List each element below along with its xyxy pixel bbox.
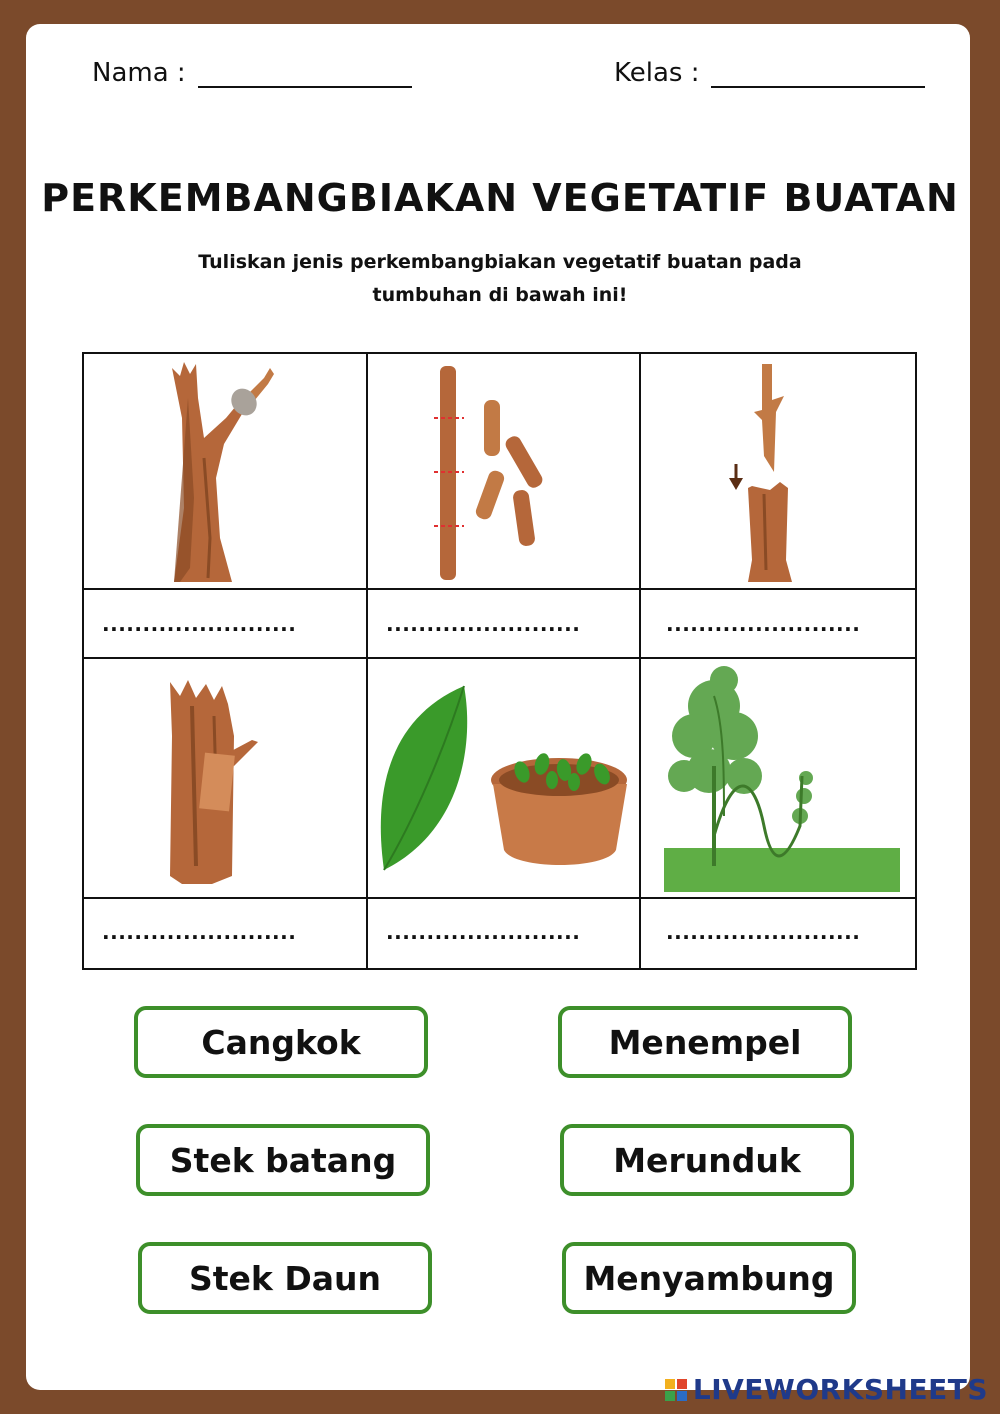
instruction-line-2: tumbuhan di bawah ini!	[372, 284, 628, 306]
instruction	[150, 246, 850, 312]
instruction-line-1: Tuliskan jenis perkembangbiakan vegetatif buatan pada	[198, 251, 802, 273]
stem-cuttings-image	[434, 362, 614, 584]
class-input-line[interactable]	[711, 62, 925, 88]
brand-watermark	[665, 1373, 988, 1406]
class-field	[614, 58, 925, 88]
answer-blank-4[interactable]: ........................	[102, 920, 297, 944]
picture-grid	[82, 352, 917, 970]
answer-blank-3[interactable]: ........................	[666, 612, 861, 636]
budding-trunk-image	[162, 676, 282, 888]
answer-blank-2[interactable]: ........................	[386, 612, 581, 636]
brand-name: LIVEWORKSHEETS	[692, 1373, 988, 1406]
answer-blank-5[interactable]: ........................	[386, 920, 581, 944]
option-merunduk[interactable]: Merunduk	[560, 1124, 854, 1196]
name-field	[92, 58, 412, 88]
grid-divider	[366, 354, 368, 968]
page-title: PERKEMBANGBIAKAN VEGETATIF BUATAN	[41, 176, 959, 220]
grid-divider	[84, 897, 915, 899]
class-label: Kelas :	[614, 58, 700, 88]
name-input-line[interactable]	[198, 62, 412, 88]
answer-blank-6[interactable]: ........................	[666, 920, 861, 944]
grid-divider	[84, 588, 915, 590]
name-label: Nama :	[92, 58, 186, 88]
grid-divider	[84, 657, 915, 659]
liveworksheets-logo-icon	[665, 1379, 687, 1401]
answer-blank-1[interactable]: ........................	[102, 612, 297, 636]
graft-joint-image	[724, 360, 814, 586]
option-stek-batang[interactable]: Stek batang	[136, 1124, 430, 1196]
grafted-tree-image	[154, 358, 294, 586]
option-menyambung[interactable]: Menyambung	[562, 1242, 856, 1314]
option-stek-daun[interactable]: Stek Daun	[138, 1242, 432, 1314]
grid-divider	[639, 354, 641, 968]
layering-plant-image	[654, 666, 904, 894]
option-menempel[interactable]: Menempel	[558, 1006, 852, 1078]
option-cangkok[interactable]: Cangkok	[134, 1006, 428, 1078]
leaf-cutting-image	[374, 680, 634, 880]
